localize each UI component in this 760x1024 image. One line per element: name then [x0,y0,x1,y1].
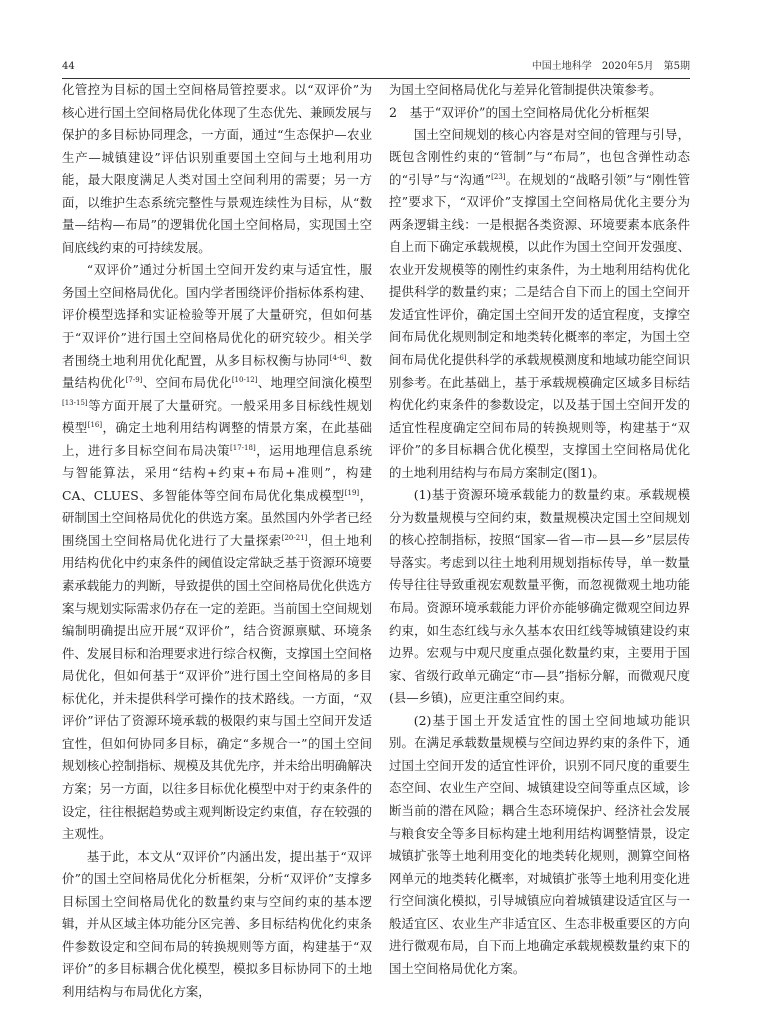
page-number: 44 [62,61,75,72]
citation: [10-12] [231,376,258,385]
paragraph: 国土空间规划的核心内容是对空间的管理与引导，既包含刚性约束的“管制”与“布局”，也包含弹性动态的“引导”与“沟通”[23]。在规划的“战略引领”与“刚性管控”要求下，“双评价”支撑国土空间格局优化主要分为两条逻辑主线：一是根据各类资源、环境要素本底条件自上而下确定承载规模，以此作为国土空间开发强度、农业开发规模等的刚性约束条件，为土地利用结构优化提供科学的数量约束；二是结合自下而上的国土空间开发适宜性评价，确定国土空间开发的适宜程度，支撑空间布局优化规则制定和地类转化概率的率定，为国土空间布局优化提供科学的承载规模测度和地域功能空间识别参考。在此基础上，基于承载规模确定区域多目标结构优化约束条件的参数设定，以及基于国土空间开发的适宜性程度确定空间布局的转换规则等，构建基于“双评价”的多目标耦合优化模型，支撑国土空间格局优化的土地利用结构与布局方案制定(图1)。 [389,126,690,480]
citation: [17-18] [230,443,256,452]
paragraph: 化管控为目标的国土空间格局管控要求。以“双评价”为核心进行国土空间格局优化体现了生态优先、兼顾发展与保护的多目标协同理念，一方面，通过“生态保护—农业生产—城镇建设”评估识别重要国土空间与土地利用功能，最大限度满足人类对国土空间利用的需要；另一方面，以维护生态系统完整性与景观连续性为目标，从“数量—结构—布局”的逻辑优化国土空间格局，实现国土空间底线约束的可持续发展。 [62,82,372,255]
issue-info: 2020年5月 第5期 [601,61,690,72]
citation: [4-6] [329,353,347,362]
citation: [16] [87,421,103,430]
citation: [23] [491,172,506,181]
right-column [389,79,690,980]
citation: [7-9] [125,376,143,385]
journal-name: 中国土地科学 [531,61,592,72]
paragraph: “双评价”通过分析国土空间开发约束与适宜性，服务国土空间格局优化。国内学者围绕评价指标体系构建、评价模型选择和实证检验等开展了大量研究，但如何基于“双评价”进行国土空间格局优化的研究较少。相关学者围绕土地利用优化配置，从多目标权衡与协同[4-6]、数量结构优化[7-9]、空间布局优化[10-12]、地理空间演化模型[13-15]等方面开展了大量研究。一般采用多目标线性规划模型[16]，确定土地利用结构调整的情景方案，在此基础上，进行多目标空间布局决策[17-18]，运用地理信息系统与智能算法，采用“结构+约束+布局+准则”，构建CA、CLUES、多智能体等空间布局优化集成模型[19]，研制国土空间格局优化的供选方案。虽然国内外学者已经围绕国土空间格局优化进行了大量探索[20-21]，但土地利用结构优化中约束条件的阈值设定常缺乏基于资源环境要素承载能力的判断，导致提供的国土空间格局优化供选方案与规划实际需求仍存在一定的差距。当前国土空间规划编制明确提出应开展“双评价”，结合资源禀赋、环境条件、发展目标和治理要求进行综合权衡，支撑国土空间格局优化，但如何基于“双评价”进行国土空间格局的多目标优化，并未提供科学可操作的技术路线。一方面，“双评价”评估了资源环境承载的极限约束与国土空间开发适宜性，但如何协同多目标，确定“多规合一”的国土空间规划核心控制指标、规模及其优先序，并未给出明确解决方案；另一方面，以往多目标优化模型中对于约束条件的设定，往往根据趋势或主观判断设定约束值，存在较强的主观性。 [62,262,373,842]
paragraph: 基于此，本文从“双评价”内涵出发，提出基于“双评价”的国土空间格局优化分析框架，分析“双评价”支撑多目标国土空间格局优化的数量约束与空间约束的基本逻辑，并从区域主体功能分区完善、多目标结构优化约束条件参数设定和空间布局的转换规则等方面，构建基于“双评价”的多目标耦合优化模型，模拟多目标协同下的土地利用结构与布局优化方案， [62,848,372,999]
citation: [20-21] [281,533,308,542]
citation: [13-15] [62,398,88,407]
journal-info [532,58,690,76]
running-header [62,58,690,76]
paragraph: (1)基于资源环境承载能力的数量约束。承载规模分为数量规模与空间约束，数量规模决定国土空间规划的核心控制指标，按照“国家—省—市—县—乡”层层传导落实。考虑到以往土地利用规划指标传导，单一数量传导往往导致重视宏观数量平衡，而忽视微观土地功能布局。资源环境承载能力评价亦能够确定微观空间边界约束，如生态红线与永久基本农田红线等城镇建设约束边界。宏观与中观尺度重点强化数量约束，主要用于国家、省级行政单元确定“市—县”指标分解，而微观尺度(县—乡镇)，应更注重空间约束。 [389,487,690,706]
paragraph: 为国土空间格局优化与差异化管制提供决策参考。 [389,82,662,97]
paragraph: (2)基于国土开发适宜性的国土空间地域功能识别。在满足承载数量规模与空间边界约束的条件下，通过国土空间开发的适宜性评价，识别不同尺度的重要生态空间、农业生产空间、城镇建设空间等重点区域，诊断当前的潜在风险；耦合生态环境保护、经济社会发展与粮食安全等多目标构建土地利用结构调整情景，设定城镇扩张等土地利用变化的地类转化规则，测算空间格网单元的地类转化概率，对城镇扩张等土地利用变化进行空间演化模拟，引导城镇应向着城镇建设适宜区与一般适宜区、农业生产非适宜区、生态非极重要区的方向进行微观布局，自下而上地确定承载规模数量约束下的国土空间格局优化方案。 [389,712,690,976]
citation: [19] [344,488,360,497]
section-heading: 2 基于“双评价”的国土空间格局优化分析框架 [389,104,650,120]
left-column [62,79,372,1003]
